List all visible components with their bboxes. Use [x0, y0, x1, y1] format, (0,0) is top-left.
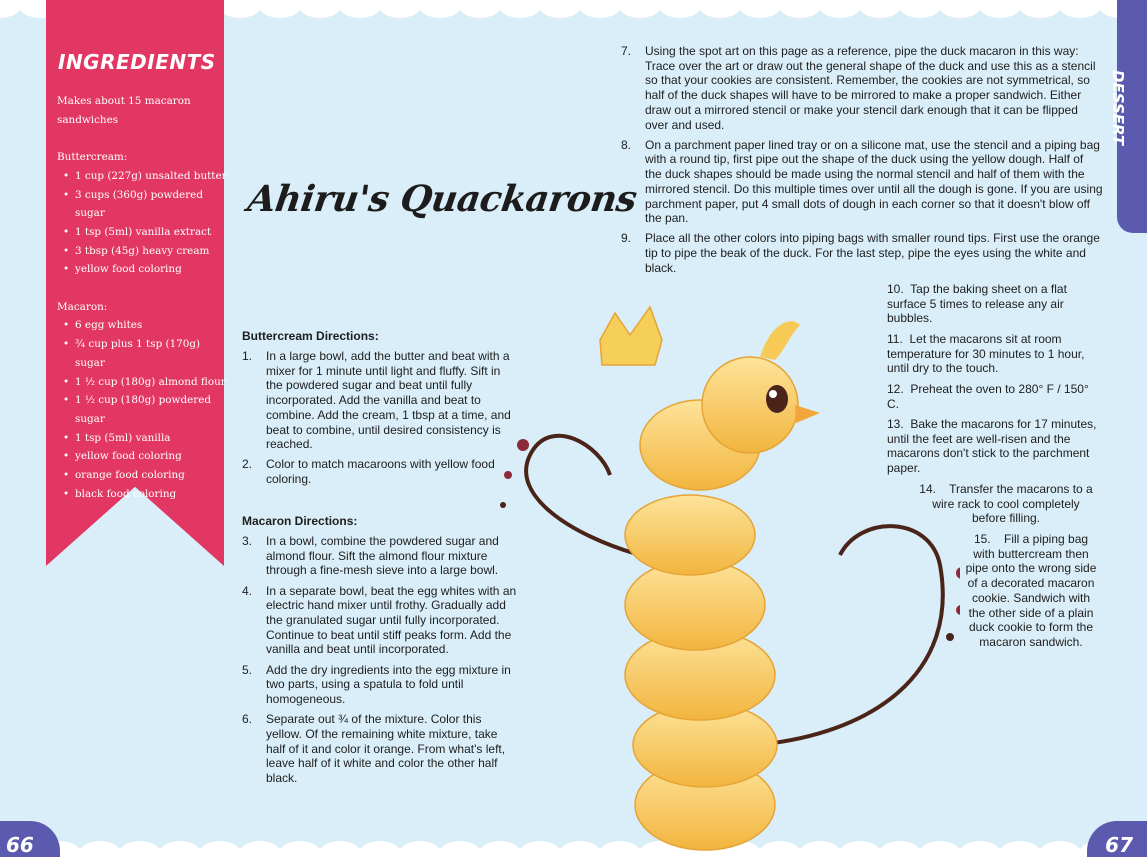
step-item: 3. In a bowl, combine the powdered sugar and almond flour. Sift the almond flour mixture through a fine-mesh sieve into a large bowl.: [242, 534, 499, 578]
yield-text: Makes about 15 macaron sandwiches: [57, 95, 191, 126]
scallop: [418, 0, 462, 18]
macaron-label: Macaron:: [57, 300, 108, 313]
scallop: [1018, 0, 1062, 18]
chocolate-swirl-right: [755, 526, 943, 745]
scallop: [78, 841, 122, 857]
step-item: 5. Add the dry ingredients into the egg mixture in two parts, using a spatula to fold until homogeneous.: [242, 662, 511, 707]
macaron-directions-heading: Macaron Directions:: [242, 514, 358, 528]
scallop: [898, 0, 942, 18]
list-item: • black food coloring: [57, 485, 227, 504]
step-item: 11. Let the macarons sit at room temperature for 30 minutes to 1 hour, until dry to the touch.: [887, 332, 1085, 376]
macaron-steps-right: [621, 44, 1103, 281]
scallop: [998, 841, 1042, 857]
scallop: [398, 841, 442, 857]
scallop: [618, 0, 662, 18]
list-item: • yellow food coloring: [57, 260, 227, 279]
scallop: [658, 0, 702, 18]
scallop: [778, 0, 822, 18]
list-item: • 6 egg whites: [57, 316, 227, 335]
chocolate-swirl-left: [526, 436, 640, 555]
list-item: • 1 ½ cup (180g) powdered sugar: [57, 391, 227, 428]
scallop: [738, 0, 782, 18]
scallop: [258, 0, 302, 18]
scallop: [278, 841, 322, 857]
scallop: [198, 841, 242, 857]
list-item: • 1 cup (227g) unsalted butter: [57, 167, 227, 186]
step-item: 7. Using the spot art on this page as a reference, pipe the duck macaron in this way: Trace over the art or draw out the general shape of the duck and use this as a stencil so that your cookies are consistent. Remember, the cookies are not symmetrical, so half of the duck shapes will have to be mirrored to make a proper sandwich. Either draw out a mirrored stencil or make your stencil dark enough that it can be flipped over and used.: [621, 44, 1096, 132]
list-item: • orange food coloring: [57, 466, 227, 485]
page-number-right: 67: [1105, 833, 1133, 857]
step-item: 1. In a large bowl, add the butter and beat with a mixer for 1 minute until light and fluffy. Sift in the powdered sugar and beat until fully incorporated. Add the vanilla and beat to combine. Add the cream, 1 tbsp at a time, and beat to combine, until desired consistency is reached.: [242, 349, 511, 452]
step-item: 4. In a separate bowl, beat the egg whites with an electric hand mixer until frothy. Gradually add the granulated sugar until fully incorporated. Continue to beat until stiff peaks form. Add the vanilla and beat until incorporated.: [242, 583, 517, 657]
list-item: • yellow food coloring: [57, 447, 227, 466]
list-item: • 1 tsp (5ml) vanilla extract: [57, 223, 227, 242]
list-item: • 1 tsp (5ml) vanilla: [57, 429, 227, 448]
scallop: [818, 0, 862, 18]
scallop: [698, 0, 742, 18]
scallop: [958, 841, 1002, 857]
buttercream-directions-heading: Buttercream Directions:: [242, 329, 379, 343]
step-item: 10. Tap the baking sheet on a flat surface 5 times to release any air bubbles.: [887, 282, 1067, 326]
step-item: 9. Place all the other colors into piping bags with smaller round tips. First use the orange tip to pipe the beak of the duck. For the last step, pipe the eyes using the white and black.: [621, 231, 1100, 275]
macaron-ingredients: [57, 316, 227, 503]
scallop: [218, 0, 262, 18]
scallop: [498, 0, 542, 18]
ingredients-list: [57, 92, 227, 503]
scallop: [238, 841, 282, 857]
scallop: [378, 0, 422, 18]
step-item: 8. On a parchment paper lined tray or on a silicone mat, use the stencil and a piping bag with a round tip, first pipe out the shape of the duck using the yellow dough. Half of the duck shapes should be made using the normal stencil and half of them with the mirrored stencil. Do this multiple times over until all the dough is gone. If you are using parchment paper, put 4 small dots of dough in each corner so that it doesn't blow off the pan.: [621, 137, 1103, 226]
scallop: [318, 841, 362, 857]
macaron-steps-left: [242, 534, 518, 791]
scallop: [1058, 0, 1102, 18]
scallop: [298, 0, 342, 18]
scallop: [438, 841, 482, 857]
list-item: • 3 tbsp (45g) heavy cream: [57, 242, 227, 261]
buttercream-steps: [242, 349, 518, 492]
scallop: [338, 0, 382, 18]
ingredients-title: INGREDIENTS: [58, 50, 216, 74]
scallop: [978, 0, 1022, 18]
step-item: 14. Transfer the macarons to a wire rack to cool completely before filling.: [919, 482, 1093, 526]
step-item: 15. Fill a piping bag with buttercream then pipe onto the wrong side of a decorated macaron cookie. Sandwich with the other side of a plain duck cookie to form the macaron sandwich.: [965, 532, 1097, 649]
scallop: [538, 0, 582, 18]
scallop: [1038, 841, 1082, 857]
duck-macaron: [640, 321, 820, 490]
scallop: [118, 841, 162, 857]
section-tab-label: DESSERT: [1109, 70, 1127, 146]
page-number-left: 66: [6, 833, 34, 857]
step-item: 2. Color to match macaroons with yellow food coloring.: [242, 457, 495, 487]
list-item: • 3 cups (360g) powdered sugar: [57, 186, 227, 223]
scallop: [578, 0, 622, 18]
crown-icon: [600, 307, 662, 365]
scallop: [358, 841, 402, 857]
recipe-title: Ahiru's Quackarons: [245, 178, 640, 220]
step-item: 12. Preheat the oven to 280° F / 150° C.: [887, 382, 1089, 411]
scallop: [858, 0, 902, 18]
buttercream-label: Buttercream:: [57, 151, 128, 164]
list-item: • 1 ½ cup (180g) almond flour: [57, 373, 227, 392]
list-item: • ¾ cup plus 1 tsp (170g) sugar: [57, 335, 227, 372]
step-item: 6. Separate out ¾ of the mixture. Color this yellow. Of the remaining white mixture, take half of it and color it orange. From what's left, leave half of it white and color the other half black.: [242, 712, 506, 786]
step-item: 13. Bake the macarons for 17 minutes, until the feet are well-risen and the macarons don't stick to the parchment paper.: [887, 417, 1097, 476]
macaron-stack: [625, 495, 777, 850]
scallop: [458, 0, 502, 18]
scallop: [158, 841, 202, 857]
duck-macaron-illustration: [490, 295, 960, 857]
buttercream-ingredients: [57, 167, 227, 279]
scallop: [938, 0, 982, 18]
